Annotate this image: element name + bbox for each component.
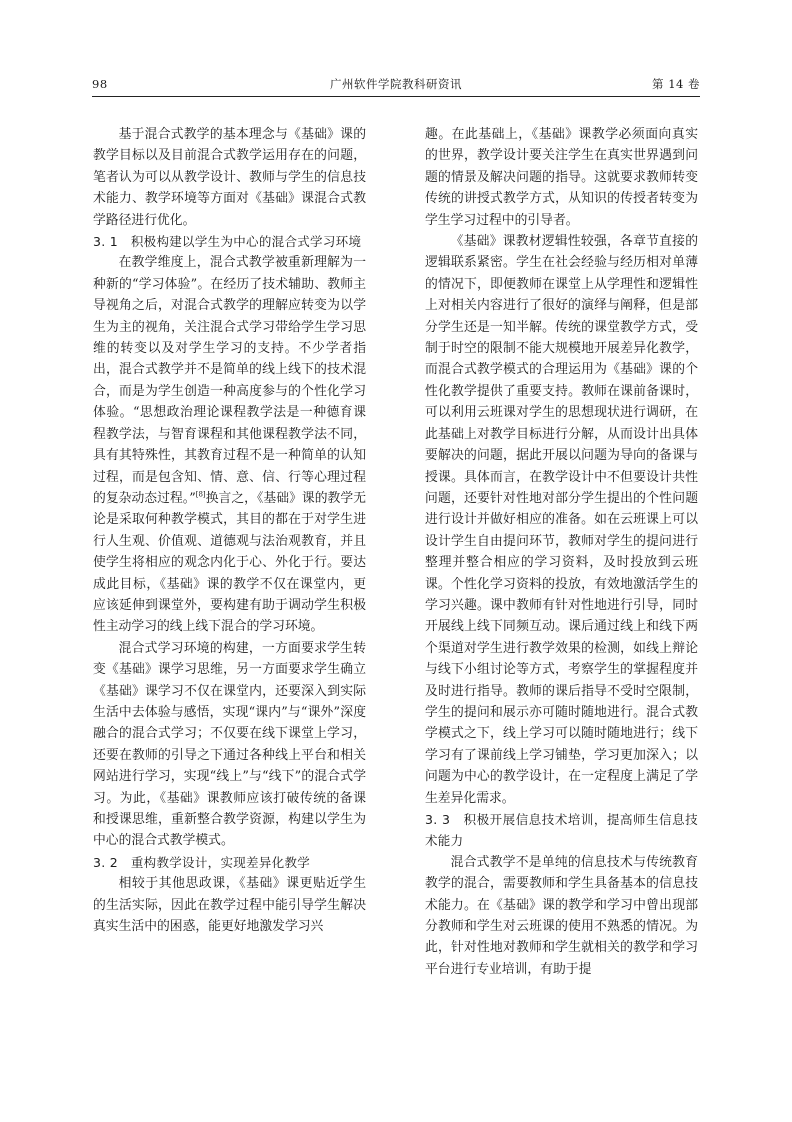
paragraph [93,252,366,637]
paragraph: 混合式学习环境的构建，一方面要求学生转变《基础》课学习思维，另一方面要求学生确立《基础》课学习不仅在课堂内，还要深入到实际生活中去体验与感悟，实现“课内”与“课外”深度融合的混合式学习；不仅要在线下课堂上学习，还要在教师的引导之下通过各种线上平台和相关网站进行学习，实现“线上”与“线下”的混合式学习。为此，《基础》课教师应该打破传统的备课和授课思维，重新整合教学资源，构建以学生为中心的混合式教学模式。 [93,640,366,849]
citation-ref: [8] [195,490,206,499]
paragraph-text: 换言之，《基础》课的教学无论是采取何种教学模式，其目的都在于对学生进行人生观、价值观、道德观与法治观教育，并且使学生将相应的观念内化于心、外化于行。要达成此目标，《基础》课的教学不仅在课堂内，更应该延伸到课堂外，要构建有助于调动学生积极性主动学习的线上线下混合的学习环境。 [93,490,366,635]
section-heading-3-1: 3. 1 积极构建以学生为中心的混合式学习环境 [93,234,362,250]
running-header [92,72,700,97]
paragraph: 基于混合式教学的基本理念与《基础》课的教学目标以及目前混合式教学运用存在的问题，笔者认为可以从教学设计、教师与学生的信息技术能力、教学环境等方面对《基础》课混合式教学路径进行优化。 [93,127,366,228]
paragraph: 趣。在此基础上，《基础》课教学必须面向真实的世界，教学设计要关注学生在真实世界遇到问题的情景及解决问题的指导。这就要求教师转变传统的讲授式教学方式，从知识的传授者转变为学生学习过程中的引导者。 [425,127,698,228]
paragraph: 混合式教学不是单纯的信息技术与传统教育教学的混合，需要教师和学生具备基本的信息技术能力。在《基础》课的教学和学习中曾出现部分教师和学生对云班课的使用不熟悉的情况。为此，针对性地对教师和学生就相关的教学和学习平台进行专业培训，有助于提 [425,854,698,977]
volume-label: 第 14 卷 [652,77,700,91]
paragraph: 相较于其他思政课，《基础》课更贴近学生的生活实际，因此在教学过程中能引导学生解决真实生活中的困惑，能更好地激发学习兴 [93,876,366,935]
page-number: 98 [92,77,108,91]
left-column [93,124,366,1024]
paragraph-text: 在教学维度上，混合式教学被重新理解为一种新的“学习体验”。在经历了技术辅助、教师主导视角之后，对混合式教学的理解应转变为以学生为主的视角，关注混合式学习带给学生学习思维的转变以及对学生学习的支持。不少学者指出，混合式教学并不是简单的线上线下的技术混合，而是为学生创造一种高度参与的个性化学习体验。“思想政治理论课程教学法是一种德育课程教学法，与智育课程和其他课程教学法不同，具有其特殊性，其教育过程不是一种简单的认知过程，而是包含知、情、意、信、行等心理过程的复杂动态过程。” [93,255,366,506]
paragraph: 《基础》课教材逻辑性较强，各章节直接的逻辑联系紧密。学生在社会经验与经历相对单薄的情况下，即便教师在课堂上从学理性和逻辑性上对相关内容进行了很好的演绎与阐释，但是部分学生还是一知半解。传统的课堂教学方式，受制于时空的限制不能大规模地开展差异化教学，而混合式教学模式的合理运用为《基础》课的个性化教学提供了重要支持。教师在课前备课时，可以利用云班课对学生的思想现状进行调研，在此基础上对教学目标进行分解，从而设计出具体要解决的问题，据此开展以问题为导向的备课与授课。具体而言，在教学设计中不但要设计共性问题，还要针对性地对部分学生提出的个性问题进行设计并做好相应的准备。如在云班课上可以设计学生自由提问环节，教师对学生的提问进行整理并整合相应的学习资料，及时投放到云班课。个性化学习资料的投放，有效地激活学生的学习兴趣。课中教师有针对性地进行引导，同时开展线上线下同频互动。课后通过线上和线下两个渠道对学生进行教学效果的检测，如线上辩论与线下小组讨论等方式，考察学生的掌握程度并及时进行指导。教师的课后指导不受时空限制，学生的提问和展示亦可随时随地进行。混合式教学模式之下，线上学习可以随时随地进行；线下学习有了课前线上学习铺垫，学习更加深入；以问题为中心的教学设计，在一定程度上满足了学生差异化需求。 [425,234,698,806]
section-heading-3-2: 3. 2 重构教学设计，实现差异化教学 [93,854,311,870]
section-heading-3-3: 3. 3 积极开展信息技术培训，提高师生信息技术能力 [425,812,698,849]
right-column [425,124,698,1024]
journal-title: 广州软件学院教科研资讯 [330,77,462,91]
